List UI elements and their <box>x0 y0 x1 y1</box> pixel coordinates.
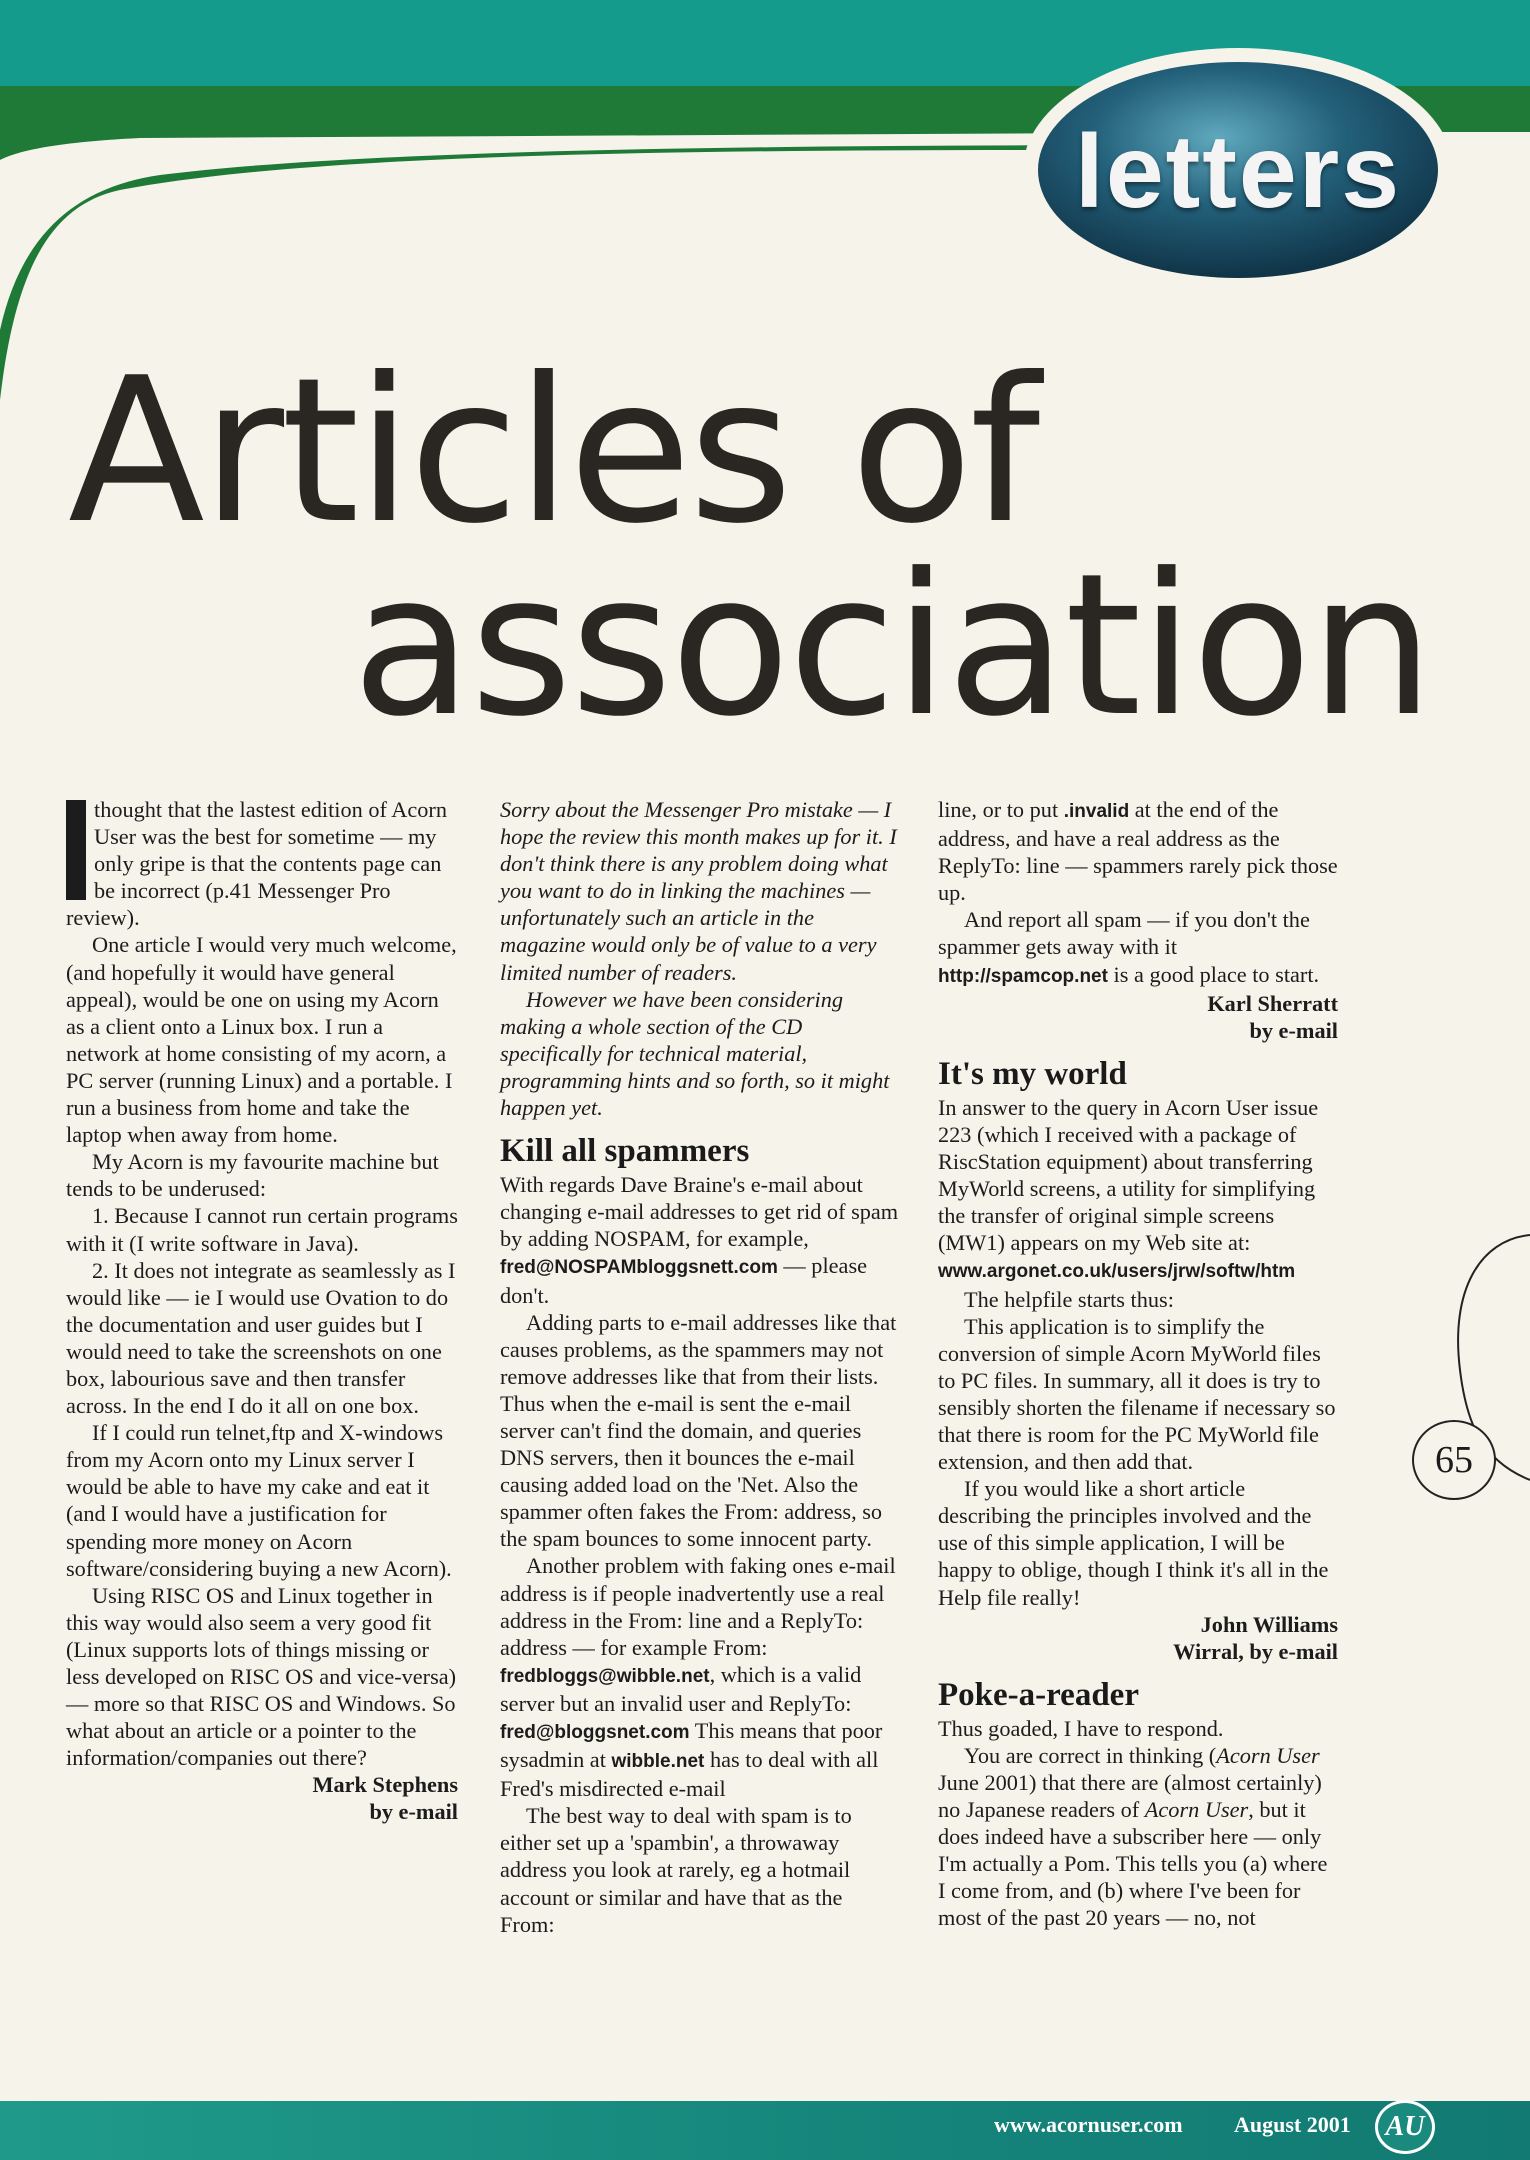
letter-paragraph: With regards Dave Braine's e-mail about changing e-mail addresses to get rid of spam by adding NOSPAM, for example, fred@NOSPAMbloggsnett.com — please don't. <box>500 1172 899 1308</box>
email-address: fredbloggs@wibble.net <box>500 1665 710 1687</box>
letter-paragraph: In answer to the query in Acorn User issue 223 (which I received with a package of RiscStation equipment) about transferring MyWorld screens, a utility for simplifying the transfer of original simple screens (MW1) appears on my Web site at: www.argonet.co.uk/users/jrw/softw/htm <box>938 1094 1319 1283</box>
acorn-user-logo: AU <box>1375 2100 1435 2154</box>
letters-badge <box>1028 60 1448 285</box>
editor-reply: Sorry about the Messenger Pro mistake — I hope the review this month makes up for it. I don't think there is any problem doing what you want to do in linking the machines — unfortunately such an article in the magazine would only be of value to a very limited number of readers. <box>500 797 897 985</box>
signature-via: Wirral, by e-mail <box>1173 1638 1338 1664</box>
letter-paragraph: line, or to put .invalid at the end of the address, and have a real address as the ReplyTo: line — spammers rarely pick those up. <box>938 797 1338 906</box>
web-link: www.argonet.co.uk/users/jrw/softw/htm <box>938 1261 1296 1283</box>
signature-via: by e-mail <box>1249 1017 1338 1043</box>
column-3 <box>938 796 1338 1932</box>
letter-paragraph: The helpfile starts thus: <box>964 1286 1174 1312</box>
badge-text: letters <box>1074 114 1402 230</box>
letter-paragraph: You are correct in thinking (Acorn User June 2001) that there are (almost certainly) no Japanese readers of Acorn User, but it does indeed have a subscriber here — only I'm actually a Pom. This tells you (a) where I come from, and (b) where I've been for most of the past 20 years — no, not <box>938 1742 1328 1931</box>
letter-paragraph: Another problem with faking ones e-mail address is if people inadvertently use a real address in the From: line and a ReplyTo: address — for example From: fredbloggs@wibble.net, which is a valid server but an invalid user and ReplyTo: fred@bloggsnet.com This means that poor sysadmin at wibble.net has to deal with all Fred's misdirected e-mail <box>500 1553 896 1802</box>
column-1 <box>66 796 458 1826</box>
page-number: 65 <box>1412 1420 1496 1500</box>
letter-paragraph: The best way to deal with spam is to either set up a 'spambin', a throwaway address you look at rarely, eg a hotmail account or similar and have that as the From: <box>500 1803 852 1937</box>
letter-paragraph: And report all spam — if you don't the spammer gets away with it http://spamcop.net is a good place to start. <box>938 907 1320 987</box>
email-address: fred@NOSPAMbloggsnett.com <box>500 1257 778 1279</box>
page-title-line2: association <box>352 532 1433 760</box>
signature-name: Karl Sherratt <box>1207 990 1338 1016</box>
web-link: http://spamcop.net <box>938 965 1108 987</box>
letter-paragraph: One article I would very much welcome, (and hopefully it would have general appeal), would be one on using my Acorn as a client onto a Linux box. I run a network at home consisting of my acorn, a PC server (running Linux) and a portable. I run a business from home and take the laptop when away from home. <box>66 932 457 1148</box>
footer-url[interactable]: www.acornuser.com <box>994 2112 1183 2137</box>
column-2 <box>500 796 900 1938</box>
letter-paragraph: My Acorn is my favourite machine but tends to be underused: <box>66 1149 439 1202</box>
signature-name: John Williams <box>1200 1611 1338 1637</box>
signature-name: Mark Stephens <box>312 1772 458 1798</box>
domain-name: wibble.net <box>611 1751 705 1773</box>
letter-paragraph: If I could run telnet,ftp and X-windows from my Acorn onto my Linux server I would be able to have my cake and eat it (and I would have a justification for spending more money on Acorn software/considering buying a new Acorn). <box>66 1420 452 1581</box>
letter-paragraph: This application is to simplify the conversion of simple Acorn MyWorld files to PC files. In summary, all it does is try to sensibly shorten the filename if necessary so that there is room for the PC MyWorld file extension, and then add that. <box>938 1313 1336 1475</box>
email-address: fred@bloggsnet.com <box>500 1722 690 1743</box>
domain-suffix: .invalid <box>1063 801 1130 822</box>
section-heading: It's my world <box>938 1055 1127 1092</box>
section-heading: Poke-a-reader <box>938 1676 1139 1713</box>
drop-cap <box>66 800 86 900</box>
letter-paragraph: 2. It does not integrate as seamlessly as I would like — ie I would use Ovation to do the documentation and user guides but I would need to take the screenshots on one box, labourious save and then transfer across. In the end I do it all on one box. <box>66 1257 456 1419</box>
editor-reply: However we have been considering making a whole section of the CD specifically for technical material, programming hints and so forth, so it might happen yet. <box>500 986 890 1121</box>
letter-paragraph: Thus goaded, I have to respond. <box>938 1715 1224 1741</box>
page-title-line1: Articles of <box>68 335 1038 568</box>
letter-paragraph: thought that the lastest edition of Acorn User was the best for sometime — my only gripe is that the contents page can be incorrect (p.41 Messenger Pro review). <box>66 797 447 931</box>
letter-paragraph: 1. Because I cannot run certain programs with it (I write software in Java). <box>66 1203 458 1256</box>
signature-via: by e-mail <box>369 1799 458 1825</box>
letter-paragraph: If you would like a short article describing the principles involved and the use of this simple application, I will be happy to oblige, though I think it's all in the Help file really! <box>938 1476 1329 1610</box>
letter-paragraph: Using RISC OS and Linux together in this way would also seem a very good fit (Linux supports lots of things missing or less developed on RISC OS and vice-versa) — more so that RISC OS and Windows. So what about an article or a pointer to the information/companies out there? <box>66 1582 457 1771</box>
letter-paragraph: Adding parts to e-mail addresses like that causes problems, as the spammers may not remove addresses like that from their lists. Thus when the e-mail is sent the e-mail server can't find the domain, and queries DNS servers, then it bounces the e-mail causing added load on the 'Net. Also the spammer often fakes the From: address, so the spam bounces to some innocent party. <box>500 1309 897 1552</box>
section-heading: Kill all spammers <box>500 1133 750 1170</box>
footer-date: August 2001 <box>1234 2112 1351 2137</box>
